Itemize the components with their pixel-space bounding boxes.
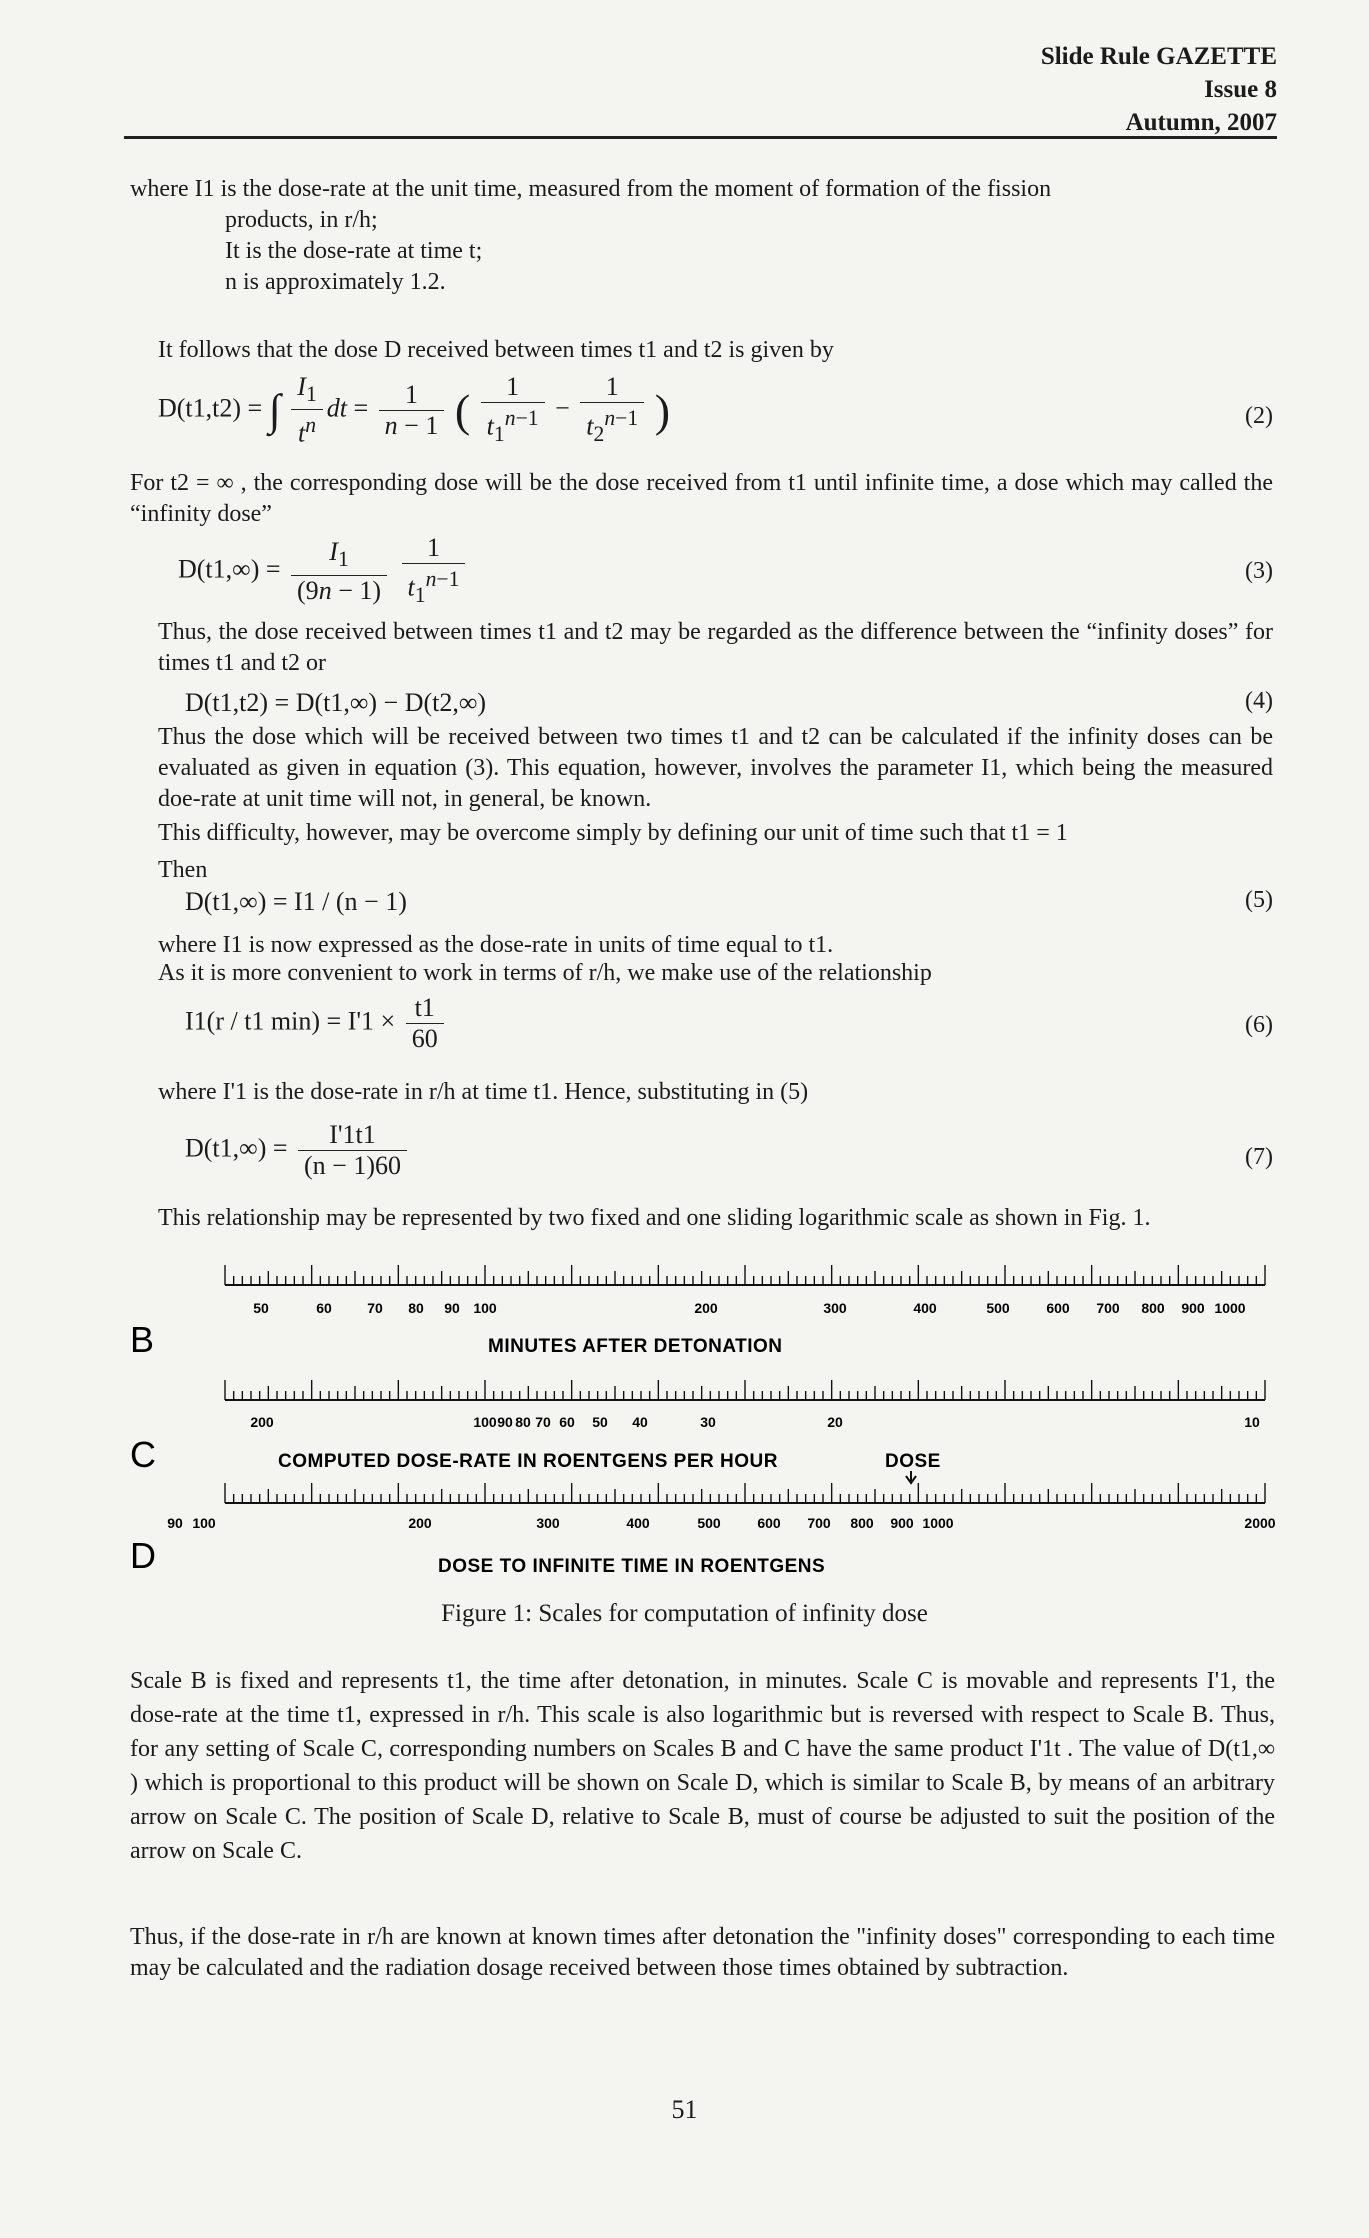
eq6-number: (6) (1245, 1012, 1273, 1038)
scale-b-ticks (225, 1265, 1265, 1285)
dose-arrow-icon (906, 1471, 916, 1483)
scale-tick-label: 100 (192, 1515, 216, 1531)
scale-b (130, 1265, 1265, 1360)
scale-tick-label: 90 (444, 1300, 460, 1316)
scale-c-arrow-label: DOSE (885, 1451, 941, 1472)
para-where-5: where I1 is now expressed as the dose-rate in units of time equal to t1. (158, 932, 834, 958)
scale-d-letter: D (130, 1535, 156, 1576)
scale-tick-label: 700 (1096, 1300, 1120, 1316)
slide-rule-figure (130, 1265, 1280, 1595)
scale-tick-label: 1000 (922, 1515, 954, 1531)
scale-tick-label: 200 (408, 1515, 432, 1531)
equation-5: D(t1,∞) = I1 / (n − 1) (185, 887, 407, 916)
scale-tick-label: 200 (250, 1414, 274, 1430)
scale-c-letter: C (130, 1434, 156, 1475)
para-difficulty: This difficulty, however, may be overcome simply by defining our unit of time such that t1 = 1 (158, 820, 1068, 846)
scale-tick-label: 600 (1046, 1300, 1070, 1316)
header-rule (124, 136, 1277, 139)
running-header (1041, 40, 1277, 139)
scale-tick-label: 700 (807, 1515, 831, 1531)
figure-caption: Figure 1: Scales for computation of infinity dose (441, 1600, 928, 1627)
scale-tick-label: 600 (757, 1515, 781, 1531)
scale-tick-label: 2000 (1244, 1515, 1276, 1531)
equation-7 (185, 1120, 411, 1181)
scale-c (130, 1380, 1265, 1483)
equation-2: D(t1,t2) = ∫ $\frac{I_1}{t^n}$ dt = $\frac{1}{n - 1}$ ( $\frac{1}{t_1^{n-1}}$ − $\frac{1}{t_2^{n-1}}$ ) (158, 372, 671, 448)
scale-tick-label: 80 (408, 1300, 424, 1316)
scale-tick-label: 100 (473, 1414, 497, 1430)
equation-3: D(t1,∞) = $\frac{I_1}{(9n - 1)}$ $\frac{1}{t_1^{n-1}}$ (178, 533, 469, 610)
scale-tick-label: 60 (316, 1300, 332, 1316)
eq6-lhs: I1(r / t1 min) = I'1 × (185, 1006, 396, 1036)
intro-line-2: products, in r/h; (225, 207, 378, 233)
scale-tick-label: 50 (253, 1300, 269, 1316)
equation-6 (185, 993, 448, 1054)
para-final: Thus, if the dose-rate in r/h are known at known times after detonation the "infinity doses" corresponding to each time may be calculated and the radiation dosage received between those times obtained by subtraction. (130, 1924, 1275, 1981)
scale-d (130, 1483, 1276, 1577)
intro-line-1: where I1 is the dose-rate at the unit time, measured from the moment of formation of the fission (130, 176, 1052, 202)
issue-season: Autumn, 2007 (1125, 109, 1277, 136)
para-thus-1: Thus, the dose received between times t1 and t2 may be regarded as the difference between the “infinity doses” for times t1 and t2 or (158, 619, 1273, 676)
equation-4: D(t1,t2) = D(t1,∞) − D(t2,∞) (185, 688, 487, 717)
scale-tick-label: 100 (473, 1300, 497, 1316)
scale-tick-label: 20 (827, 1414, 843, 1430)
page-number: 51 (671, 2095, 698, 2124)
scale-tick-label: 1000 (1214, 1300, 1246, 1316)
scale-tick-label: 200 (694, 1300, 718, 1316)
eq3-lhs: D(t1,∞) = (178, 554, 281, 584)
scale-d-ticks (225, 1483, 1265, 1503)
scale-c-caption: COMPUTED DOSE-RATE IN ROENTGENS PER HOUR (278, 1451, 778, 1472)
eq3-number: (3) (1245, 558, 1273, 584)
then-label: Then (158, 857, 208, 883)
scale-tick-label: 400 (913, 1300, 937, 1316)
para-where-6: where I'1 is the dose-rate in r/h at time t1. Hence, substituting in (5) (158, 1079, 809, 1105)
scale-b-letter: B (130, 1319, 155, 1360)
eq7-frac-den: (n − 1)60 (304, 1151, 401, 1180)
scale-tick-label: 800 (850, 1515, 874, 1531)
scale-tick-label: 800 (1141, 1300, 1165, 1316)
scale-tick-label: 300 (823, 1300, 847, 1316)
eq5-number: (5) (1245, 887, 1273, 913)
scale-tick-label: 40 (632, 1414, 648, 1430)
scale-tick-label: 90 (167, 1515, 183, 1531)
eq6-frac-num: t1 (406, 993, 444, 1024)
scale-tick-label: 900 (1181, 1300, 1205, 1316)
scale-tick-label: 900 (890, 1515, 914, 1531)
para-convenient: As it is more convenient to work in terms of r/h, we make use of the relationship (158, 960, 932, 986)
scale-tick-label: 50 (592, 1414, 608, 1430)
eq7-frac-num: I'1t1 (298, 1120, 407, 1151)
scale-tick-label: 70 (535, 1414, 551, 1430)
eq7-number: (7) (1245, 1144, 1273, 1170)
para-follows: It follows that the dose D received between times t1 and t2 is given by (158, 337, 834, 363)
eq2-lhs: D(t1,t2) = (158, 393, 263, 423)
journal-title: Slide Rule GAZETTE (1040, 43, 1277, 70)
intro-line-3: It is the dose-rate at time t; (225, 238, 483, 264)
scale-tick-label: 80 (515, 1414, 531, 1430)
scale-c-ticks (225, 1380, 1265, 1400)
scale-b-caption: MINUTES AFTER DETONATION (488, 1336, 783, 1357)
para-thus-2: Thus the dose which will be received between two times t1 and t2 can be calculated if the infinity doses can be evaluated as given in equation (3). This equation, however, involves the parameter I1, which being the measured doe-rate at unit time will not, in general, be known. (158, 724, 1273, 812)
scale-tick-label: 300 (536, 1515, 560, 1531)
eq4-number: (4) (1245, 688, 1273, 714)
scale-tick-label: 30 (700, 1414, 716, 1430)
scale-tick-label: 400 (626, 1515, 650, 1531)
scale-d-caption: DOSE TO INFINITE TIME IN ROENTGENS (438, 1556, 826, 1577)
scale-tick-label: 60 (559, 1414, 575, 1430)
para-scale-b: Scale B is fixed and represents t1, the time after detonation, in minutes. Scale C is movable and represents I'1, the dose-rate at the time t1, expressed in r/h. This scale is also logarithmic but is reversed with respect to Scale B. Thus, for any setting of Scale C, corresponding numbers on Scales B and C have the same product I'1t . The value of D(t1,∞ ) which is proportional to this product will be shown on Scale D, which is similar to Scale B, by means of an arbitrary arrow on Scale C. The position of Scale D, relative to Scale B, must of course be adjusted to suit the position of the arrow on Scale C. (130, 1668, 1275, 1864)
eq7-lhs: D(t1,∞) = (185, 1133, 288, 1163)
intro-line-4: n is approximately 1.2. (225, 269, 446, 295)
scale-tick-label: 500 (986, 1300, 1010, 1316)
eq2-number: (2) (1245, 403, 1273, 429)
scale-tick-label: 70 (367, 1300, 383, 1316)
eq6-frac-den: 60 (411, 1024, 438, 1053)
scale-tick-label: 90 (497, 1414, 513, 1430)
scale-tick-label: 500 (697, 1515, 721, 1531)
scale-tick-label: 10 (1244, 1414, 1260, 1430)
para-relationship: This relationship may be represented by two fixed and one sliding logarithmic scale as shown in Fig. 1. (158, 1205, 1151, 1231)
issue-number: Issue 8 (1204, 76, 1277, 103)
para-infinity: For t2 = ∞ , the corresponding dose will be the dose received from t1 until infinite time, a dose which may called the “infinity dose” (130, 470, 1273, 527)
